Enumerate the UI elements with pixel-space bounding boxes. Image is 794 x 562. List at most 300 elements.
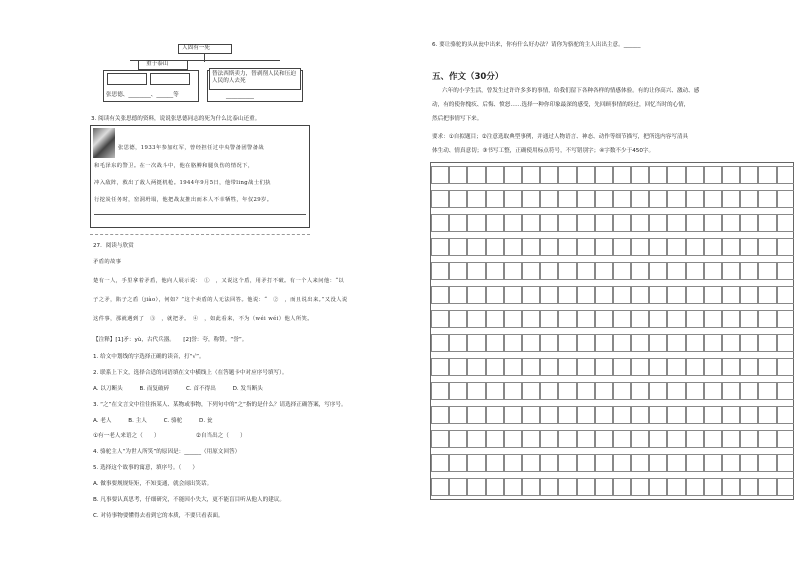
grid-cell[interactable]	[758, 238, 776, 256]
grid-cell[interactable]	[686, 382, 704, 400]
grid-cell[interactable]	[486, 238, 504, 256]
grid-cell[interactable]	[722, 190, 740, 208]
grid-cell[interactable]	[631, 190, 649, 208]
grid-cell[interactable]	[504, 310, 522, 328]
grid-cell[interactable]	[504, 262, 522, 280]
grid-cell[interactable]	[467, 334, 485, 352]
grid-cell[interactable]	[431, 310, 449, 328]
grid-cell[interactable]	[577, 334, 595, 352]
grid-cell[interactable]	[649, 358, 667, 376]
grid-cell[interactable]	[595, 286, 613, 304]
grid-cell[interactable]	[449, 166, 467, 184]
grid-cell[interactable]	[777, 262, 794, 280]
grid-cell[interactable]	[595, 190, 613, 208]
grid-cell[interactable]	[540, 310, 558, 328]
grid-cell[interactable]	[577, 310, 595, 328]
grid-cell[interactable]	[449, 262, 467, 280]
grid-cell[interactable]	[722, 262, 740, 280]
grid-cell[interactable]	[577, 454, 595, 472]
grid-cell[interactable]	[667, 238, 685, 256]
grid-cell[interactable]	[540, 334, 558, 352]
grid-cell[interactable]	[704, 406, 722, 424]
question: 5. 选择这个故事的寓意，填序号。（ ）	[93, 465, 199, 471]
grid-cell[interactable]	[522, 214, 540, 232]
grid-cell[interactable]	[649, 286, 667, 304]
grid-row	[431, 238, 794, 256]
grid-cell[interactable]	[667, 214, 685, 232]
grid-cell[interactable]	[667, 310, 685, 328]
grid-cell[interactable]	[649, 190, 667, 208]
grid-cell[interactable]	[449, 430, 467, 448]
grid-cell[interactable]	[704, 382, 722, 400]
grid-cell[interactable]	[540, 478, 558, 496]
grid-cell[interactable]	[540, 406, 558, 424]
grid-cell[interactable]	[722, 382, 740, 400]
grid-cell[interactable]	[522, 238, 540, 256]
grid-cell[interactable]	[704, 334, 722, 352]
grid-cell[interactable]	[577, 166, 595, 184]
grid-cell[interactable]	[704, 166, 722, 184]
bio-box	[90, 125, 310, 228]
grid-cell[interactable]	[631, 286, 649, 304]
grid-cell[interactable]	[740, 166, 758, 184]
composition-grid[interactable]	[430, 162, 794, 500]
grid-cell[interactable]	[649, 454, 667, 472]
grid-cell[interactable]	[595, 478, 613, 496]
grid-cell[interactable]	[649, 382, 667, 400]
grid-cell[interactable]	[486, 382, 504, 400]
grid-cell[interactable]	[467, 454, 485, 472]
prompt-line: 要求：①自拟题目；②注意选取典型事例，并通过人物语言、神态、动作等细节描写，把所选内容写清具	[432, 134, 689, 140]
grid-cell[interactable]	[758, 310, 776, 328]
grid-cell[interactable]	[558, 166, 576, 184]
grid-cell[interactable]	[577, 214, 595, 232]
prompt-line: 六年的小学生活，曾发生过许许多多的事情，给我们留下各种各样的情感体验。有的让你高兴、激动、感	[442, 88, 700, 94]
grid-cell[interactable]	[467, 190, 485, 208]
grid-cell[interactable]	[704, 454, 722, 472]
grid-cell[interactable]	[722, 286, 740, 304]
grid-cell[interactable]	[486, 310, 504, 328]
grid-cell[interactable]	[613, 190, 631, 208]
grid-cell[interactable]	[613, 406, 631, 424]
grid-cell[interactable]	[777, 478, 794, 496]
grid-cell[interactable]	[431, 478, 449, 496]
grid-cell[interactable]	[686, 214, 704, 232]
grid-cell[interactable]	[613, 334, 631, 352]
grid-cell[interactable]	[486, 190, 504, 208]
grid-cell[interactable]	[467, 358, 485, 376]
grid-cell[interactable]	[540, 262, 558, 280]
grid-cell[interactable]	[467, 310, 485, 328]
grid-cell[interactable]	[777, 382, 794, 400]
bio-line: 和毛泽东的警卫。在一次战斗中，他在胳膊和腿负伤的情况下，	[94, 163, 254, 169]
grid-cell[interactable]	[667, 166, 685, 184]
grid-cell[interactable]	[740, 334, 758, 352]
grid-cell[interactable]	[504, 406, 522, 424]
grid-cell[interactable]	[722, 310, 740, 328]
grid-cell[interactable]	[631, 262, 649, 280]
grid-cell[interactable]	[649, 310, 667, 328]
grid-cell[interactable]	[577, 430, 595, 448]
grid-cell[interactable]	[740, 310, 758, 328]
grid-cell[interactable]	[667, 430, 685, 448]
grid-cell[interactable]	[613, 478, 631, 496]
grid-cell[interactable]	[740, 454, 758, 472]
grid-cell[interactable]	[558, 430, 576, 448]
grid-cell[interactable]	[704, 262, 722, 280]
grid-cell[interactable]	[449, 478, 467, 496]
grid-cell[interactable]	[431, 358, 449, 376]
grid-cell[interactable]	[431, 382, 449, 400]
diagram-blank-box	[150, 73, 190, 85]
grid-cell[interactable]	[449, 190, 467, 208]
grid-cell[interactable]	[486, 358, 504, 376]
grid-cell[interactable]	[522, 334, 540, 352]
grid-cell[interactable]	[722, 214, 740, 232]
grid-cell[interactable]	[631, 406, 649, 424]
grid-cell[interactable]	[595, 166, 613, 184]
grid-cell[interactable]	[722, 454, 740, 472]
grid-cell[interactable]	[686, 310, 704, 328]
grid-cell[interactable]	[431, 262, 449, 280]
grid-cell[interactable]	[558, 478, 576, 496]
grid-cell[interactable]	[722, 430, 740, 448]
grid-cell[interactable]	[595, 310, 613, 328]
grid-cell[interactable]	[667, 262, 685, 280]
grid-cell[interactable]	[686, 478, 704, 496]
grid-cell[interactable]	[522, 190, 540, 208]
grid-cell[interactable]	[558, 286, 576, 304]
grid-cell[interactable]	[777, 286, 794, 304]
grid-cell[interactable]	[504, 238, 522, 256]
grid-cell[interactable]	[631, 334, 649, 352]
grid-cell[interactable]	[467, 166, 485, 184]
grid-cell[interactable]	[667, 382, 685, 400]
grid-cell[interactable]	[777, 358, 794, 376]
grid-cell[interactable]	[631, 310, 649, 328]
grid-cell[interactable]	[431, 334, 449, 352]
grid-cell[interactable]	[595, 238, 613, 256]
grid-cell[interactable]	[758, 166, 776, 184]
grid-cell[interactable]	[540, 358, 558, 376]
grid-cell[interactable]	[522, 262, 540, 280]
grid-cell[interactable]	[431, 238, 449, 256]
grid-cell[interactable]	[504, 430, 522, 448]
grid-cell[interactable]	[595, 382, 613, 400]
grid-cell[interactable]	[522, 430, 540, 448]
grid-cell[interactable]	[577, 358, 595, 376]
grid-cell[interactable]	[613, 430, 631, 448]
grid-cell[interactable]	[504, 334, 522, 352]
grid-cell[interactable]	[613, 310, 631, 328]
grid-cell[interactable]	[631, 214, 649, 232]
grid-cell[interactable]	[631, 478, 649, 496]
bio-line: 冲入敌阵，救出了敌人两挺机枪。1944年9月5日，他带ling战士们执	[94, 180, 271, 186]
grid-cell[interactable]	[758, 430, 776, 448]
grid-row	[431, 382, 794, 400]
grid-cell[interactable]	[649, 430, 667, 448]
grid-cell[interactable]	[595, 430, 613, 448]
grid-cell[interactable]	[558, 382, 576, 400]
grid-cell[interactable]	[777, 406, 794, 424]
grid-cell[interactable]	[522, 454, 540, 472]
grid-cell[interactable]	[740, 406, 758, 424]
grid-cell[interactable]	[777, 190, 794, 208]
grid-cell[interactable]	[667, 454, 685, 472]
grid-cell[interactable]	[758, 358, 776, 376]
grid-row	[431, 214, 794, 232]
grid-cell[interactable]	[467, 478, 485, 496]
grid-cell[interactable]	[540, 238, 558, 256]
grid-cell[interactable]	[649, 334, 667, 352]
grid-cell[interactable]	[595, 358, 613, 376]
grid-cell[interactable]	[740, 238, 758, 256]
grid-cell[interactable]	[577, 478, 595, 496]
grid-cell[interactable]	[740, 286, 758, 304]
grid-cell[interactable]	[777, 310, 794, 328]
bio-line: 行挖炭任务时，窑洞坍塌，他把战友推出而本人不幸牺牲，年仅29岁。	[94, 197, 273, 203]
grid-cell[interactable]	[686, 358, 704, 376]
grid-cell[interactable]	[540, 286, 558, 304]
grid-cell[interactable]	[704, 310, 722, 328]
grid-cell[interactable]	[758, 454, 776, 472]
grid-cell[interactable]	[522, 166, 540, 184]
grid-cell[interactable]	[449, 382, 467, 400]
grid-cell[interactable]	[722, 406, 740, 424]
grid-cell[interactable]	[704, 286, 722, 304]
grid-cell[interactable]	[613, 454, 631, 472]
grid-cell[interactable]	[467, 214, 485, 232]
grid-cell[interactable]	[740, 358, 758, 376]
grid-cell[interactable]	[758, 478, 776, 496]
grid-cell[interactable]	[467, 430, 485, 448]
grid-cell[interactable]	[758, 214, 776, 232]
grid-cell[interactable]	[540, 214, 558, 232]
grid-cell[interactable]	[449, 286, 467, 304]
grid-cell[interactable]	[686, 166, 704, 184]
grid-cell[interactable]	[613, 286, 631, 304]
grid-cell[interactable]	[595, 406, 613, 424]
grid-cell[interactable]	[667, 190, 685, 208]
grid-cell[interactable]	[722, 238, 740, 256]
grid-cell[interactable]	[631, 166, 649, 184]
grid-cell[interactable]	[649, 238, 667, 256]
grid-cell[interactable]	[595, 334, 613, 352]
grid-cell[interactable]	[740, 478, 758, 496]
grid-cell[interactable]	[595, 214, 613, 232]
grid-cell[interactable]	[577, 406, 595, 424]
grid-cell[interactable]	[740, 190, 758, 208]
grid-cell[interactable]	[577, 382, 595, 400]
grid-cell[interactable]	[686, 262, 704, 280]
grid-cell[interactable]	[758, 406, 776, 424]
grid-cell[interactable]	[558, 406, 576, 424]
grid-cell[interactable]	[522, 478, 540, 496]
grid-cell[interactable]	[631, 454, 649, 472]
grid-cell[interactable]	[449, 454, 467, 472]
grid-cell[interactable]	[722, 478, 740, 496]
grid-cell[interactable]	[540, 454, 558, 472]
grid-cell[interactable]	[577, 262, 595, 280]
grid-cell[interactable]	[704, 358, 722, 376]
grid-cell[interactable]	[540, 190, 558, 208]
grid-cell[interactable]	[649, 166, 667, 184]
grid-cell[interactable]	[613, 382, 631, 400]
grid-cell[interactable]	[558, 190, 576, 208]
grid-cell[interactable]	[649, 262, 667, 280]
grid-cell[interactable]	[504, 382, 522, 400]
grid-cell[interactable]	[504, 286, 522, 304]
grid-cell[interactable]	[704, 238, 722, 256]
grid-cell[interactable]	[704, 478, 722, 496]
grid-cell[interactable]	[758, 190, 776, 208]
grid-cell[interactable]	[449, 238, 467, 256]
grid-cell[interactable]	[449, 214, 467, 232]
grid-cell[interactable]	[631, 430, 649, 448]
grid-cell[interactable]	[522, 286, 540, 304]
grid-cell[interactable]	[558, 310, 576, 328]
answer-line[interactable]	[94, 214, 306, 215]
grid-cell[interactable]	[686, 334, 704, 352]
grid-cell[interactable]	[740, 430, 758, 448]
grid-cell[interactable]	[504, 454, 522, 472]
grid-cell[interactable]	[777, 166, 794, 184]
grid-cell[interactable]	[449, 406, 467, 424]
grid-cell[interactable]	[631, 238, 649, 256]
grid-cell[interactable]	[777, 334, 794, 352]
grid-cell[interactable]	[522, 382, 540, 400]
question-option: A. 做事要规规矩矩，不知变通，就会闹出笑话。	[93, 481, 213, 487]
grid-cell[interactable]	[486, 286, 504, 304]
grid-cell[interactable]	[740, 382, 758, 400]
grid-cell[interactable]	[740, 214, 758, 232]
grid-cell[interactable]	[758, 334, 776, 352]
grid-cell[interactable]	[649, 478, 667, 496]
grid-cell[interactable]	[558, 262, 576, 280]
grid-cell[interactable]	[722, 166, 740, 184]
grid-cell[interactable]	[667, 334, 685, 352]
grid-cell[interactable]	[577, 238, 595, 256]
grid-cell[interactable]	[486, 214, 504, 232]
grid-cell[interactable]	[758, 262, 776, 280]
grid-cell[interactable]	[504, 190, 522, 208]
grid-cell[interactable]	[613, 214, 631, 232]
grid-cell[interactable]	[777, 238, 794, 256]
grid-cell[interactable]	[540, 166, 558, 184]
grid-cell[interactable]	[740, 262, 758, 280]
grid-cell[interactable]	[631, 382, 649, 400]
grid-cell[interactable]	[577, 286, 595, 304]
grid-cell[interactable]	[467, 262, 485, 280]
grid-cell[interactable]	[558, 454, 576, 472]
grid-cell[interactable]	[431, 214, 449, 232]
grid-cell[interactable]	[467, 286, 485, 304]
grid-cell[interactable]	[649, 214, 667, 232]
grid-cell[interactable]	[467, 238, 485, 256]
grid-cell[interactable]	[577, 190, 595, 208]
grid-cell[interactable]	[595, 262, 613, 280]
grid-cell[interactable]	[631, 358, 649, 376]
grid-cell[interactable]	[486, 262, 504, 280]
grid-cell[interactable]	[667, 358, 685, 376]
grid-cell[interactable]	[558, 334, 576, 352]
grid-cell[interactable]	[649, 406, 667, 424]
grid-cell[interactable]	[486, 430, 504, 448]
grid-cell[interactable]	[431, 166, 449, 184]
grid-cell[interactable]	[431, 190, 449, 208]
grid-cell[interactable]	[613, 166, 631, 184]
grid-cell[interactable]	[449, 358, 467, 376]
grid-cell[interactable]	[504, 166, 522, 184]
grid-cell[interactable]	[504, 478, 522, 496]
grid-cell[interactable]	[558, 214, 576, 232]
grid-cell[interactable]	[758, 382, 776, 400]
grid-cell[interactable]	[722, 358, 740, 376]
grid-cell[interactable]	[595, 454, 613, 472]
grid-cell[interactable]	[449, 310, 467, 328]
grid-cell[interactable]	[777, 454, 794, 472]
grid-cell[interactable]	[686, 454, 704, 472]
grid-row	[431, 262, 794, 280]
grid-cell[interactable]	[504, 358, 522, 376]
grid-cell[interactable]	[704, 214, 722, 232]
question-options: A. 以刀断头 B. 而复破碎 C. 首不得出 D. 发当断头	[93, 386, 263, 392]
grid-row	[431, 430, 794, 448]
grid-cell[interactable]	[558, 358, 576, 376]
grid-cell[interactable]	[686, 190, 704, 208]
grid-cell[interactable]	[686, 286, 704, 304]
grid-cell[interactable]	[686, 430, 704, 448]
grid-cell[interactable]	[777, 430, 794, 448]
diagram-right-desc: 替法西斯卖力，替剥削人民和压迫人民的人去死	[212, 71, 296, 84]
grid-cell[interactable]	[431, 406, 449, 424]
grid-cell[interactable]	[704, 190, 722, 208]
grid-cell[interactable]	[704, 430, 722, 448]
grid-cell[interactable]	[486, 406, 504, 424]
grid-cell[interactable]	[758, 286, 776, 304]
grid-cell[interactable]	[522, 358, 540, 376]
grid-cell[interactable]	[613, 238, 631, 256]
grid-cell[interactable]	[431, 430, 449, 448]
grid-cell[interactable]	[467, 382, 485, 400]
grid-cell[interactable]	[558, 238, 576, 256]
grid-cell[interactable]	[486, 454, 504, 472]
grid-cell[interactable]	[722, 334, 740, 352]
grid-cell[interactable]	[613, 262, 631, 280]
grid-cell[interactable]	[667, 478, 685, 496]
grid-cell[interactable]	[522, 406, 540, 424]
grid-cell[interactable]	[777, 214, 794, 232]
grid-cell[interactable]	[686, 406, 704, 424]
grid-cell[interactable]	[613, 358, 631, 376]
grid-cell[interactable]	[486, 478, 504, 496]
grid-cell[interactable]	[504, 214, 522, 232]
grid-cell[interactable]	[540, 430, 558, 448]
grid-cell[interactable]	[522, 310, 540, 328]
grid-cell[interactable]	[467, 406, 485, 424]
grid-cell[interactable]	[667, 286, 685, 304]
grid-cell[interactable]	[449, 334, 467, 352]
section-title: 五、作文（30分）	[432, 72, 504, 82]
grid-cell[interactable]	[686, 238, 704, 256]
grid-cell[interactable]	[486, 166, 504, 184]
grid-cell[interactable]	[667, 406, 685, 424]
diagram-right-blank: __________	[226, 93, 254, 99]
grid-cell[interactable]	[540, 382, 558, 400]
grid-cell[interactable]	[431, 286, 449, 304]
grid-cell[interactable]	[486, 334, 504, 352]
grid-cell[interactable]	[431, 454, 449, 472]
